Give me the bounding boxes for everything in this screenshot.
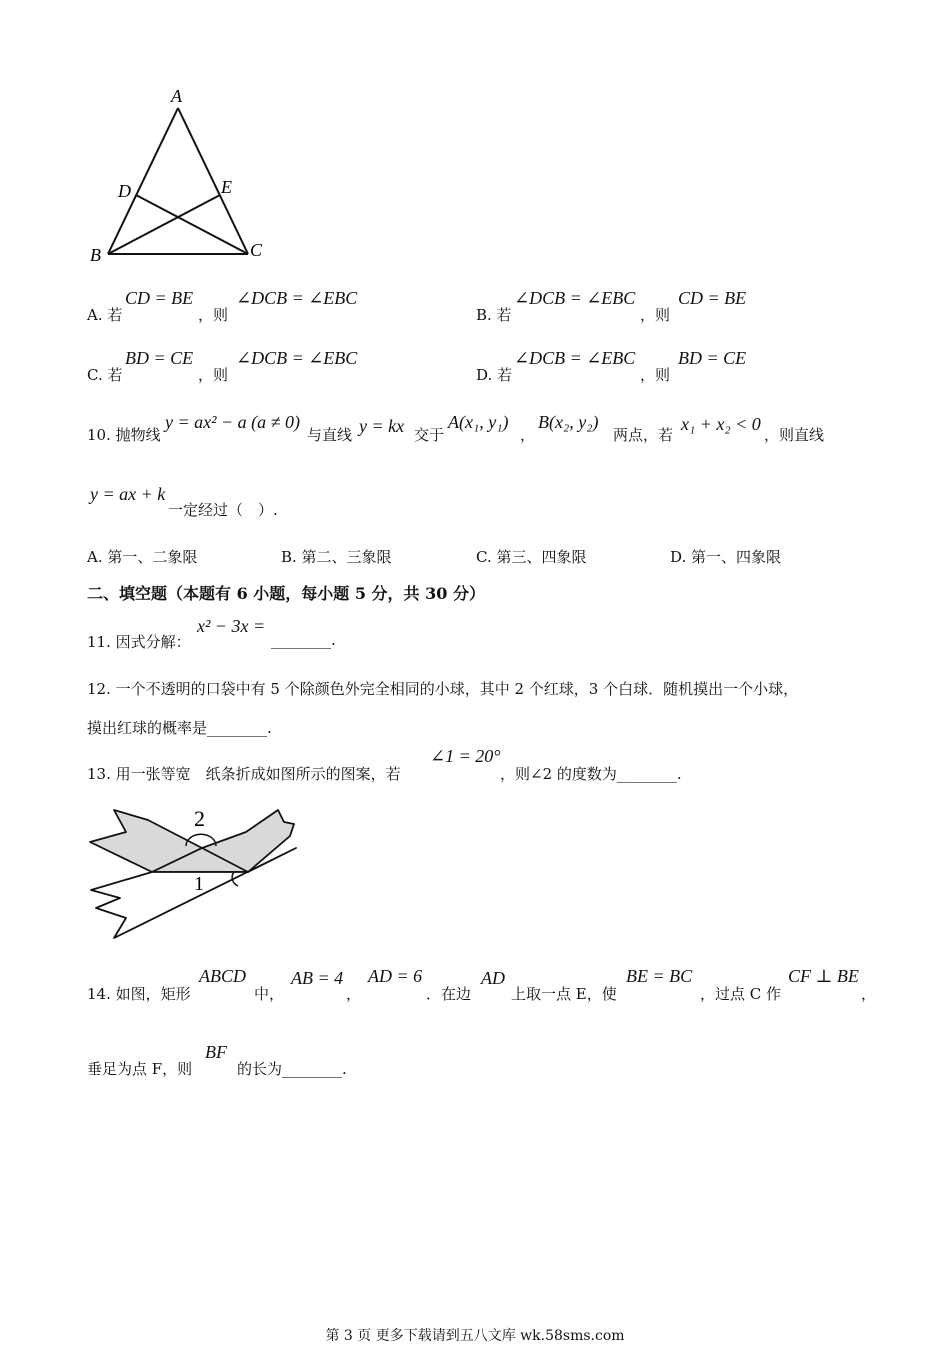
side-ac [178,108,248,254]
label-e: E [221,177,232,197]
page-footer: 第 3 页 更多下载请到五八文库 wk.58sms.com [325,1328,625,1344]
segment-be [108,195,220,254]
label-a: A [171,86,182,106]
label-d: D [118,181,131,201]
q10-option-b: B. 第二、三象限 [281,548,392,566]
section-heading: 二、填空题（本题有 6 小题，每小题 5 分，共 30 分） [87,584,485,603]
angle-2-label: 2 [194,806,205,831]
folded-strip-figure [86,800,300,942]
triangle-figure [86,84,276,269]
q10-option-d: D. 第一、四象限 [670,548,782,566]
segment-cd [136,195,248,254]
q10-option-c: C. 第三、四象限 [476,548,587,566]
q10-option-a: A. 第一、二象限 [87,548,198,566]
label-b: B [90,245,101,265]
label-c: C [250,240,263,260]
angle-1-label: 1 [194,873,204,895]
